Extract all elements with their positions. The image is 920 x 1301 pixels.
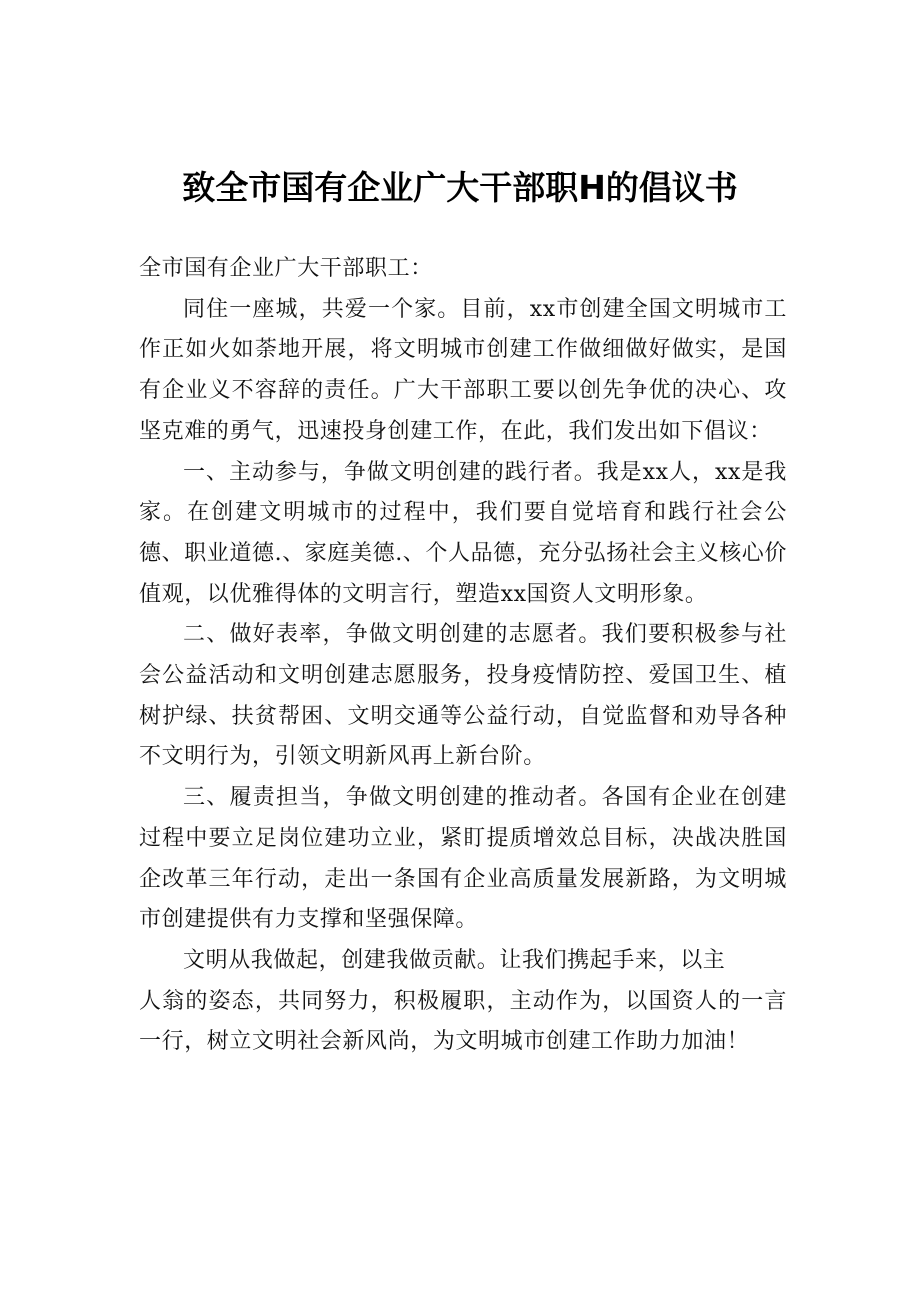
paragraph-closing xyxy=(139,941,787,1063)
closing-line-2: 人翁的姿态，共同努力，积极履职，主动作为，以国资人的一言一行，树立文明社会新风尚，为文明城市创建工作助力加油！ xyxy=(139,988,787,1055)
document-body xyxy=(139,249,787,1063)
salutation: 全市国有企业广大干部职工： xyxy=(139,256,433,281)
paragraph-intro: 同住一座城，共爱一个家。目前，xx市创建全国文明城市工作正如火如荼地开展，将文明城市创建工作做细做好做实，是国有企业义不容辞的责任。广大干部职工要以创先争优的决心、攻坚克难的勇气，迅速投身创建工作，在此，我们发出如下倡议： xyxy=(139,296,787,444)
paragraph-item-3: 三、履责担当，争做文明创建的推动者。各国有企业在创建过程中要立足岗位建功立业，紧盯提质增效总目标，决战决胜国企改革三年行动，走出一条国有企业高质量发展新路，为文明城市创建提供有力支撑和坚强保障。 xyxy=(139,785,787,933)
paragraph-item-1: 一、主动参与，争做文明创建的践行者。我是xx人，xx是我家。在创建文明城市的过程中，我们要自觉培育和践行社会公德、职业道德.、家庭美德.、个人品德，充分弘扬社会主义核心价值观，以优雅得体的文明言行，塑造xx国资人文明形象。 xyxy=(139,459,787,607)
document-title: 致全市国有企业广大干部职H的倡议书 xyxy=(182,168,738,208)
closing-line-1: 文明从我做起，创建我做贡献。让我们携起手来，以主 xyxy=(183,947,726,973)
paragraph-item-2: 二、做好表率，争做文明创建的志愿者。我们要积极参与社会公益活动和文明创建志愿服务，投身疫情防控、爱国卫生、植树护绿、扶贫帮困、文明交通等公益行动，自觉监督和劝导各种不文明行为，引领文明新风再上新台阶。 xyxy=(139,622,787,770)
